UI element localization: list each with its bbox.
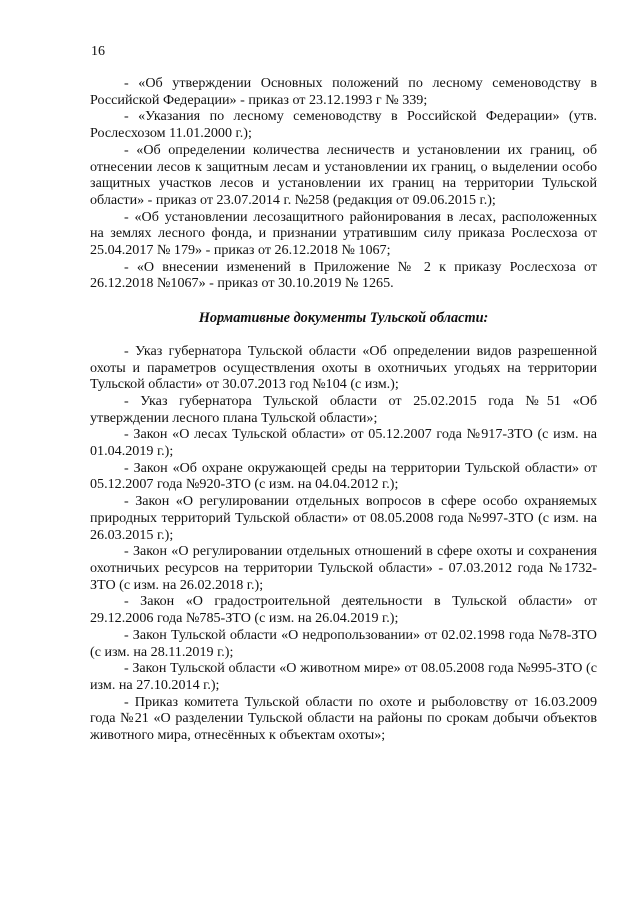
federal-item: - «Об определении количества лесничеств и установлении их границ, об отнесении лесов к защитным лесам и установлении их границ, о выделении особо защитных участков лесов и установлении их границ на территории Тульской области» - приказ от 23.07.2014 г. №258 (редакция от 09.06.2015 г.); xyxy=(90,141,597,208)
federal-item: - «Об утверждении Основных положений по лесному семеноводству в Российской Федерации» - приказ от 23.12.1993 г № 339; xyxy=(90,75,597,108)
federal-item: - «О внесении изменений в Приложение № 2 к приказу Рослесхоза от 26.12.2018 №1067» - приказ от 30.10.2019 № 1265. xyxy=(90,258,597,292)
regional-item: - Закон «О градостроительной деятельности в Тульской области» от 29.12.2006 года №785-ЗТО (с изм. на 26.04.2019 г.); xyxy=(90,593,597,627)
regional-item: - Закон «О регулировании отдельных вопросов в сфере особо охраняемых природных территорий Тульской области» от 08.05.2008 года №997-ЗТО (с изм. на 26.03.2015 г.); xyxy=(90,493,597,543)
regional-item: - Закон «Об охране окружающей среды на территории Тульской области» от 05.12.2007 года №920-ЗТО (с изм. на 04.04.2012 г.); xyxy=(90,459,597,493)
regional-item: - Приказ комитета Тульской области по охоте и рыболовству от 16.03.2009 года №21 «О разделении Тульской области на районы по срокам добычи объектов животного мира, отнесённых к объектам охоты»; xyxy=(90,693,597,744)
section-heading: Нормативные документы Тульской области: xyxy=(198,310,489,327)
regional-item: - Закон «О лесах Тульской области» от 05.12.2007 года №917-ЗТО (с изм. на 01.04.2019 г.); xyxy=(90,426,597,460)
regional-item: - Указ губернатора Тульской области от 25.02.2015 года №51 «Об утверждении лесного плана Тульской области»; xyxy=(90,392,597,426)
federal-item: - «Указания по лесному семеноводству в Российской Федерации» (утв. Рослесхозом 11.01.2000 г.); xyxy=(90,108,597,142)
regional-item: - Закон Тульской области «О недропользовании» от 02.02.1998 года №78-ЗТО (с изм. на 28.11.2019 г.); xyxy=(90,626,597,660)
regional-item: - Закон Тульской области «О животном мире» от 08.05.2008 года №995-ЗТО (с изм. на 27.10.2014 г.); xyxy=(90,660,597,693)
page-number: 16 xyxy=(91,44,105,59)
regional-item: - Закон «О регулировании отдельных отношений в сфере охоты и сохранения охотничьих ресурсов на территории Тульской области» - 07.03.2012 года №1732-ЗТО (с изм. на 26.02.2018 г.); xyxy=(90,543,597,593)
document-body xyxy=(90,75,597,744)
federal-item: - «Об установлении лесозащитного районирования в лесах, расположенных на землях лесного фонда, и признании утратившим силу приказа Рослесхоза от 25.04.2017 № 179» - приказ от 26.12.2018 № 1067; xyxy=(90,208,597,259)
regional-item: - Указ губернатора Тульской области «Об определении видов разрешенной охоты и параметров осуществления охоты в охотничьих угодьях на территории Тульской области» от 30.07.2013 год №104 (с изм.); xyxy=(90,342,597,393)
